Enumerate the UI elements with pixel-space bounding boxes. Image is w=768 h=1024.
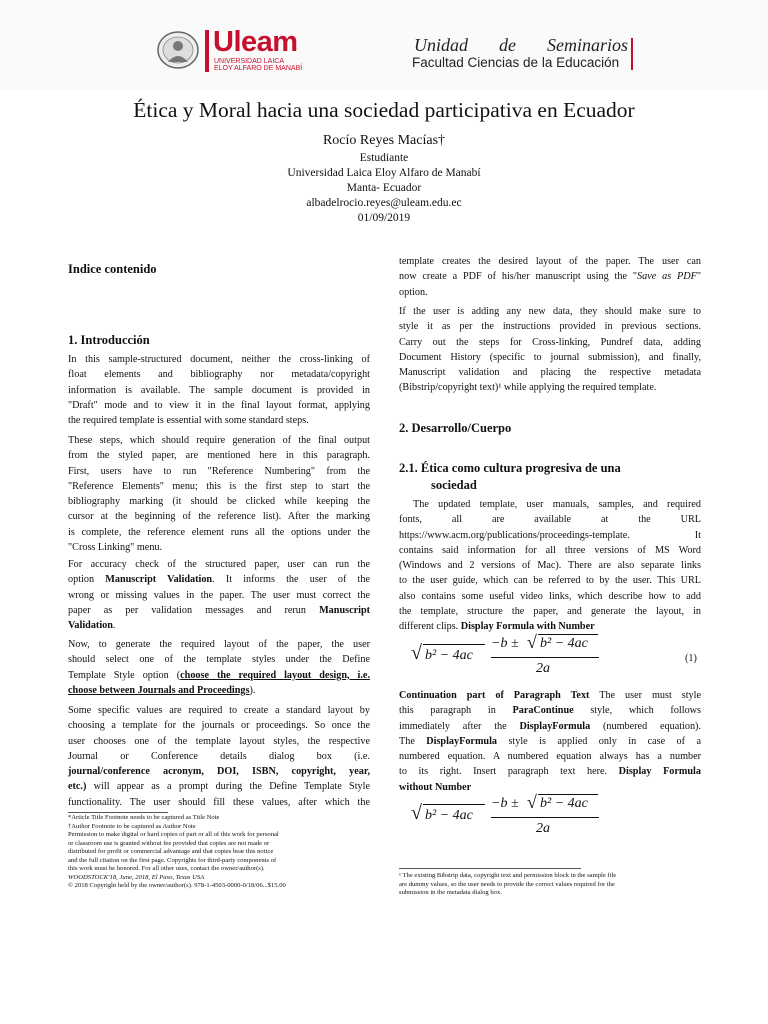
text-line: paper as per validation messages and rerun Manuscript <box>68 604 370 616</box>
text-line: this paragraph in ParaContinue style, which follows <box>399 705 701 717</box>
paragraph-validation <box>68 557 370 633</box>
text-line: Manuscript validation and placing the respective metadata <box>399 367 701 379</box>
unit-subtitle: Facultad Ciencias de la Educación <box>412 55 620 70</box>
fraction-bar <box>491 657 599 658</box>
text-line: style it as per the instructions provided in previous sections. <box>399 321 701 333</box>
text-line: "Cross Linking" menu. <box>68 542 163 554</box>
text-line: choose between Journals and Proceedings). <box>68 684 256 696</box>
text-line: For accuracy check of the structured paper, user can run the <box>68 559 370 570</box>
display-formula-unnumbered <box>411 792 701 846</box>
sqrt-overbar <box>423 644 485 645</box>
numerator-radicand: b² − 4ac <box>540 796 588 811</box>
footnote-line: †Author Footnote to be captured as Author Note <box>68 822 196 830</box>
text-line: First, users have to run "Reference Numbering" from the <box>68 465 370 477</box>
paragraph-continuation <box>399 688 701 795</box>
text-line: immediately after the DisplayFormula (numbered equation). <box>399 720 701 732</box>
text-line: The updated template, user manuals, samples, and required <box>413 499 701 510</box>
text-line: etc.) will appear as a prompt during the Define Template Style <box>68 781 370 793</box>
text-line: The DisplayFormula style is applied only in case of a <box>399 735 701 747</box>
logo-subtitle-1: UNIVERSIDAD LAICA <box>214 58 285 65</box>
text-line: from the styled paper, are mentioned here in this paragraph. <box>68 450 370 462</box>
footnote-line: submission in the metadata dialog box. <box>399 889 502 896</box>
text-line: the required template is essential with some standard steps. <box>68 415 309 427</box>
text-line: Template Style option (choose the required layout design, i.e. <box>68 669 370 681</box>
paragraph-pdf <box>399 254 701 300</box>
paragraph-new-data <box>399 304 701 396</box>
author-name: Rocío Reyes Macías† <box>322 133 446 148</box>
paragraph-steps <box>68 433 370 555</box>
numerator-prefix: −b ± <box>491 636 519 651</box>
text-line: These steps, which should require generation of the final output <box>68 435 370 446</box>
footnote-line: are dummy values, so the user needs to provide the correct values required for the <box>399 880 615 888</box>
footnote-line: Permission to make digital or hard copies of part or all of this work for personal <box>68 831 279 838</box>
text-line: In this sample-structured document, neither the cross-linking of <box>68 354 370 365</box>
text-line: Carry out the steps for Cross-linking, Pundref data, adding <box>399 336 701 348</box>
sqrt-sign: √ <box>411 802 422 824</box>
text-line: numbered equation. A numbered equation always has a number <box>399 751 701 763</box>
text-line: bibliography marking (it should be clicked while keeping the <box>68 496 370 508</box>
footnote-line: and the full citation on the first page. Copyrights for third-party components of <box>68 856 277 864</box>
text-line: different clips. Display Formula with Number <box>399 621 595 633</box>
footnote-line: distributed for profit or commercial advantage and that copies bear this notice <box>68 848 274 855</box>
text-line: Some specific values are required to create a standard layout by <box>68 705 370 716</box>
unit-title-word: de <box>499 35 516 55</box>
numerator-prefix: −b ± <box>491 796 519 811</box>
text-line: Document History (specific to journal submission), and finally, <box>399 351 701 363</box>
unit-title-word: Unidad <box>414 35 468 55</box>
text-line: without Number <box>399 781 472 793</box>
text-line: wrong or missing values in the paper. The user must correct the <box>68 589 370 601</box>
text-line: If the user is adding any new data, they should make sure to <box>399 306 701 317</box>
text-line: is complete, the reference element runs all the options under the <box>68 526 370 538</box>
footnote-right <box>399 872 701 898</box>
text-line: option Manuscript Validation. It informs the user of the <box>68 574 371 586</box>
subsection-heading-ethics: 2.1. Ética como cultura progresiva de una <box>399 461 621 475</box>
text-line: should select one of the template styles under the Define <box>68 654 370 666</box>
text-line: https://www.acm.org/publications/proceedings-template. It <box>399 529 701 541</box>
subsection-heading-ethics-cont: sociedad <box>431 478 477 492</box>
author-affiliation: Universidad Laica Eloy Alfaro de Manabí <box>287 167 481 179</box>
denominator: 2a <box>536 821 550 836</box>
footnote-line: this work must be honored. For all other uses, contact the owner/author(s). <box>68 865 265 872</box>
text-line: Journal or Conference details dialog box (i.e. <box>68 750 370 762</box>
unit-title-word: Seminarios <box>547 35 628 55</box>
text-line: "Draft" mode and to view it in the final layout format, applying <box>68 399 370 411</box>
text-line: Now, to generate the required layout of the paper, the user <box>68 639 370 650</box>
footnote-line: ¹ The existing Bibstrip data, copyright text and permission block in the sample file <box>399 872 617 879</box>
author-email[interactable]: albadelrocio.reyes@uleam.edu.ec <box>306 197 462 209</box>
footnotes-left <box>68 814 370 891</box>
text-line: now create a PDF of his/her manuscript using the "Save as PDF" <box>399 271 701 283</box>
sqrt-sign: √ <box>527 792 537 812</box>
text-line: user chooses one of the template layout styles, the respective <box>68 735 370 747</box>
radicand: b² − 4ac <box>425 808 473 823</box>
logo-wordmark: Uleam <box>213 26 298 58</box>
text-line: option. <box>399 286 428 298</box>
text-line: (Windows and 2 versions of Mac). There are also separate links <box>399 560 701 572</box>
footnote-rule <box>399 868 581 869</box>
header-band <box>0 0 768 90</box>
footnote-line: or classroom use is granted without fee provided that copies are not made or <box>68 839 270 847</box>
paragraph-layout <box>68 637 370 698</box>
unit-divider <box>631 38 633 70</box>
text-line: to the user guide, which can be referred to by the user. This URL <box>399 575 701 587</box>
author-role: Estudiante <box>359 152 409 164</box>
index-heading: Indice contenido <box>68 262 157 276</box>
document-date: 01/09/2019 <box>357 212 411 224</box>
numerator-radicand: b² − 4ac <box>540 636 588 651</box>
text-line: float elements and bibliography nor metadata/copyright <box>68 369 370 381</box>
text-line: (Bibstrip/copyright text)¹ while applying the required template. <box>399 382 657 394</box>
text-line: choosing a template for the journals or proceedings. So once the <box>68 720 370 732</box>
section-heading-development: 2. Desarrollo/Cuerpo <box>399 421 512 435</box>
text-line: Continuation part of Paragraph Text The user must style <box>399 690 701 701</box>
text-line: functionality. The user should fill these values, after which the <box>68 796 370 808</box>
sqrt-sign: √ <box>411 642 422 664</box>
text-line: the template, structure the paper, and generate the layout, in <box>399 606 701 618</box>
section-heading-intro: 1. Introducción <box>68 333 150 347</box>
footnote-line: © 2018 Copyright held by the owner/author(s). 978-1-4503-0000-0/18/06...$15.00 <box>68 882 286 889</box>
text-line: fonts, all are available at the URL <box>399 514 701 526</box>
document-title: Ética y Moral hacia una sociedad participativa en Ecuador <box>133 98 635 122</box>
footnote-line: *Article Title Footnote needs to be captured as Title Note <box>68 814 220 821</box>
text-line: Validation. <box>68 620 116 632</box>
text-line: journal/conference acronym, DOI, ISBN, copyright, year, <box>68 766 370 778</box>
footnote-line: WOODSTOCK'18, June, 2018, El Paso, Texas USA <box>68 873 205 881</box>
sqrt-overbar <box>423 804 485 805</box>
denominator: 2a <box>536 661 550 676</box>
university-seal-icon <box>156 30 200 70</box>
text-line: to its right. Insert paragraph text here. Display Formula <box>399 766 701 778</box>
paragraph-values <box>68 703 370 810</box>
radicand: b² − 4ac <box>425 648 473 663</box>
author-location: Manta- Ecuador <box>346 182 422 194</box>
text-line: cursor at the beginning of the reference list). After the marking <box>68 511 370 523</box>
text-line: contains said information for all three versions of MS Word <box>399 544 701 556</box>
fraction-bar <box>491 817 599 818</box>
text-line: information is available. The sample document is provided in <box>68 384 370 396</box>
sqrt-overbar <box>538 794 598 795</box>
paragraph-intro <box>68 352 370 428</box>
text-line: also contains some useful video links, which describe how to add <box>399 590 701 602</box>
logo-subtitle-2: ELOY ALFARO DE MANABÍ <box>214 65 303 72</box>
text-line: "Reference Elements" menu; this is the first step to start the <box>68 480 370 492</box>
sqrt-overbar <box>538 634 598 635</box>
sqrt-sign: √ <box>527 632 537 652</box>
text-line: template creates the desired layout of the paper. The user can <box>399 256 701 267</box>
paragraph-template <box>399 497 701 635</box>
logo-divider <box>205 30 209 72</box>
equation-number: (1) <box>685 653 697 664</box>
footnote-rule <box>68 812 168 813</box>
display-formula-numbered <box>411 632 701 686</box>
unit-title <box>414 34 628 56</box>
